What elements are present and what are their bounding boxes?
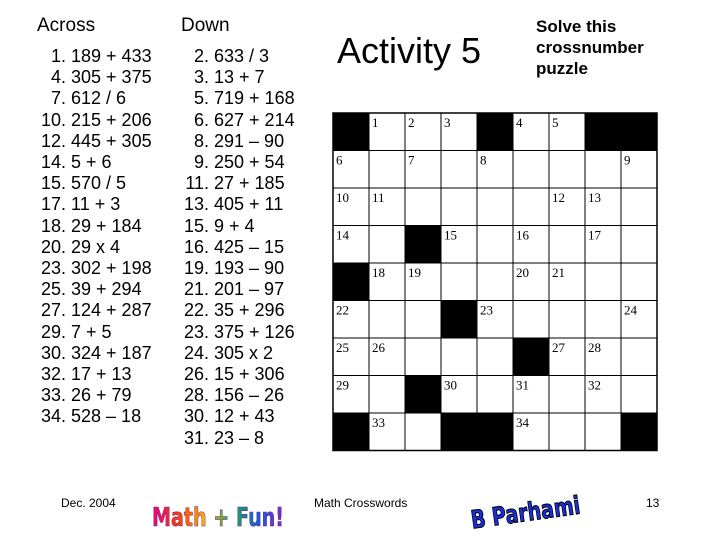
across-clue — [28, 237, 152, 258]
clue-text: 35 + 296 — [214, 300, 285, 321]
across-clue — [28, 364, 152, 385]
down-clue — [171, 131, 295, 152]
across-clue — [28, 216, 152, 237]
down-clue — [171, 152, 295, 173]
clue-text: 124 + 287 — [71, 300, 152, 321]
clue-text: 201 – 97 — [214, 279, 285, 300]
black-cell — [441, 301, 477, 339]
clue-number: 21. — [183, 279, 209, 300]
cell-number: 30 — [444, 377, 457, 393]
cell-number: 15 — [444, 227, 457, 243]
clue-number: 19. — [183, 258, 209, 279]
cell-number: 34 — [516, 415, 529, 430]
cell-number: 9 — [624, 152, 631, 168]
clue-text: 29 x 4 — [71, 236, 121, 257]
clue-text: 302 + 198 — [71, 258, 152, 279]
clue-text: 528 – 18 — [71, 406, 142, 427]
black-cell — [513, 338, 549, 376]
cell-number: 32 — [588, 377, 601, 393]
grid-cell[interactable] — [585, 301, 621, 339]
across-clue — [28, 131, 152, 152]
clue-number: 31. — [183, 427, 209, 448]
across-clue — [28, 343, 152, 364]
cell-number: 7 — [408, 152, 415, 168]
cell-number: 2 — [408, 115, 415, 130]
black-cell — [405, 376, 441, 414]
cell-number: 16 — [516, 227, 529, 243]
cell-number: 4 — [516, 115, 523, 130]
clue-text: 23 – 8 — [214, 427, 265, 448]
grid-cell[interactable] — [549, 301, 585, 339]
clue-number: 23. — [40, 258, 66, 279]
across-clue — [28, 173, 152, 194]
grid-cell[interactable] — [477, 188, 513, 226]
cell-number: 18 — [372, 265, 385, 280]
grid-cell[interactable] — [369, 226, 405, 264]
cell-number: 22 — [336, 302, 349, 318]
grid-cell[interactable] — [405, 413, 441, 451]
clue-text: 193 – 90 — [214, 258, 285, 279]
cell-number: 25 — [336, 340, 349, 355]
footer-date: Dec. 2004 — [61, 496, 116, 510]
clue-text: 250 + 54 — [214, 152, 285, 173]
clue-number: 3. — [193, 67, 209, 88]
clue-text: 12 + 43 — [214, 406, 275, 427]
clue-number: 13. — [183, 194, 209, 215]
across-clue — [28, 279, 152, 300]
down-clue — [171, 364, 295, 385]
parhami-logo-text: B Parhami — [469, 485, 616, 535]
clue-text: 627 + 214 — [214, 109, 295, 130]
grid-cell[interactable] — [405, 188, 441, 226]
cell-number: 33 — [372, 415, 385, 430]
grid-cell[interactable] — [513, 151, 549, 189]
down-clue — [171, 385, 295, 406]
clue-number: 6. — [193, 109, 209, 130]
clue-number: 18. — [40, 215, 66, 236]
clue-text: 11 + 3 — [71, 194, 121, 215]
cell-number: 13 — [588, 190, 601, 205]
grid-cell[interactable] — [621, 188, 657, 226]
cell-number: 17 — [588, 227, 601, 243]
clue-number: 26. — [183, 364, 209, 385]
clue-number: 17. — [40, 194, 66, 215]
clue-number: 5. — [193, 88, 209, 109]
down-clue — [171, 343, 295, 364]
grid-cell[interactable] — [621, 226, 657, 264]
across-clue — [28, 385, 152, 406]
down-clue — [171, 258, 295, 279]
clue-text: 26 + 79 — [71, 385, 132, 406]
clue-number: 12. — [40, 130, 66, 151]
clue-text: 324 + 187 — [71, 342, 152, 363]
clue-text: 7 + 5 — [71, 321, 112, 342]
grid-cell[interactable] — [369, 151, 405, 189]
cell-number: 1 — [372, 115, 379, 130]
cell-number: 24 — [624, 302, 637, 318]
clue-number: 20. — [40, 236, 66, 257]
grid-cell[interactable] — [441, 188, 477, 226]
clue-text: 445 + 305 — [71, 130, 152, 151]
black-cell — [477, 113, 513, 151]
grid-cell[interactable] — [549, 151, 585, 189]
black-cell — [441, 413, 477, 451]
grid-cell[interactable] — [405, 301, 441, 339]
clue-text: 375 + 126 — [214, 321, 295, 342]
cell-number: 11 — [372, 190, 385, 205]
clue-number: 15. — [40, 173, 66, 194]
across-clue — [28, 322, 152, 343]
clue-number: 29. — [40, 321, 66, 342]
clue-number: 10. — [40, 109, 66, 130]
grid-cell[interactable] — [477, 226, 513, 264]
grid-cell[interactable] — [441, 263, 477, 301]
down-clue — [171, 406, 295, 427]
cell-number: 26 — [372, 340, 385, 355]
clue-number: 22. — [183, 300, 209, 321]
grid-cell[interactable] — [441, 338, 477, 376]
black-cell — [333, 263, 369, 301]
clue-text: 719 + 168 — [214, 88, 295, 109]
across-clue — [28, 258, 152, 279]
cell-number: 10 — [336, 190, 349, 205]
black-cell — [333, 413, 369, 451]
clue-number: 16. — [183, 236, 209, 257]
down-clue — [171, 300, 295, 321]
clue-number: 24. — [183, 342, 209, 363]
cell-number: 29 — [336, 377, 349, 393]
clue-text: 156 – 26 — [214, 385, 285, 406]
clue-number: 33. — [40, 385, 66, 406]
clue-number: 11. — [185, 173, 209, 194]
across-clue — [28, 110, 152, 131]
clue-text: 305 + 375 — [71, 67, 152, 88]
grid-cell[interactable] — [621, 338, 657, 376]
clue-text: 15 + 306 — [214, 364, 285, 385]
grid-cell[interactable] — [585, 413, 621, 451]
parhami-logo — [466, 485, 616, 535]
cell-number: 27 — [552, 340, 565, 355]
clue-text: 17 + 13 — [71, 364, 132, 385]
math-fun-logo-text: Math + Fun! — [152, 503, 284, 533]
black-cell — [477, 413, 513, 451]
footer-center: Math Crosswords — [314, 496, 408, 510]
clue-number: 25. — [40, 279, 66, 300]
cell-number: 14 — [336, 227, 349, 243]
down-clue — [171, 88, 295, 109]
grid-cell[interactable] — [549, 226, 585, 264]
grid-cell[interactable] — [585, 263, 621, 301]
clue-text: 305 x 2 — [214, 342, 274, 363]
clue-number: 30. — [40, 342, 66, 363]
clue-text: 291 – 90 — [214, 130, 285, 151]
clue-number: 27. — [40, 300, 66, 321]
clue-text: 5 + 6 — [71, 152, 112, 173]
grid-cell[interactable] — [477, 263, 513, 301]
clue-number: 7. — [50, 88, 66, 109]
clue-text: 425 – 15 — [214, 236, 285, 257]
black-cell — [333, 113, 369, 151]
clue-number: 34. — [40, 406, 66, 427]
cell-number: 3 — [444, 115, 451, 130]
clue-number: 14. — [40, 152, 66, 173]
grid-cell[interactable] — [621, 376, 657, 414]
down-clue — [171, 173, 295, 194]
grid-cell[interactable] — [369, 301, 405, 339]
clue-number: 23. — [183, 321, 209, 342]
clue-number: 8. — [193, 130, 209, 151]
grid-cell[interactable] — [477, 376, 513, 414]
across-clue — [28, 406, 152, 427]
across-heading: Across — [37, 15, 96, 36]
clue-number: 9. — [193, 152, 209, 173]
grid-cell[interactable] — [549, 413, 585, 451]
clue-text: 612 / 6 — [71, 88, 127, 109]
crossnumber-grid — [332, 112, 657, 453]
across-clue — [28, 67, 152, 88]
across-clue — [28, 194, 152, 215]
black-cell — [621, 413, 657, 451]
activity-title: Activity 5 — [337, 30, 482, 71]
clue-text: 13 + 7 — [214, 67, 265, 88]
down-clue-list — [171, 46, 295, 449]
clue-text: 215 + 206 — [71, 109, 152, 130]
cell-number: 28 — [588, 340, 601, 355]
cell-number: 20 — [516, 265, 529, 280]
grid-cell[interactable] — [549, 376, 585, 414]
down-heading: Down — [181, 15, 230, 36]
across-clue — [28, 88, 152, 109]
clue-text: 405 + 11 — [214, 194, 284, 215]
down-clue — [171, 46, 295, 67]
grid-cell[interactable] — [513, 188, 549, 226]
clue-text: 570 / 5 — [71, 173, 127, 194]
page-number: 13 — [646, 496, 660, 510]
cell-number: 21 — [552, 265, 565, 280]
grid-cell[interactable] — [405, 338, 441, 376]
down-clue — [171, 428, 295, 449]
across-clue — [28, 300, 152, 321]
clue-text: 39 + 294 — [71, 279, 142, 300]
across-clue-list — [28, 46, 152, 428]
cell-number: 23 — [480, 302, 493, 318]
down-clue — [171, 216, 295, 237]
down-clue — [171, 279, 295, 300]
cell-number: 5 — [552, 115, 559, 130]
clue-number: 4. — [50, 67, 66, 88]
grid-cell[interactable] — [513, 301, 549, 339]
grid-cell[interactable] — [441, 151, 477, 189]
clue-text: 27 + 185 — [214, 173, 285, 194]
grid-cell[interactable] — [477, 338, 513, 376]
black-cell — [621, 113, 657, 151]
cell-number: 19 — [408, 265, 421, 280]
clue-number: 1. — [50, 46, 66, 66]
instructions — [536, 16, 644, 79]
instructions-line: puzzle — [536, 59, 588, 78]
black-cell — [405, 226, 441, 264]
cell-number: 31 — [516, 377, 529, 393]
cell-number: 8 — [480, 152, 487, 168]
grid-cell[interactable] — [621, 263, 657, 301]
instructions-line: crossnumber — [536, 38, 644, 57]
down-clue — [171, 237, 295, 258]
down-clue — [171, 322, 295, 343]
grid-cell[interactable] — [369, 376, 405, 414]
across-clue — [28, 46, 152, 67]
clue-number: 32. — [40, 364, 66, 385]
across-clue — [28, 152, 152, 173]
clue-text: 9 + 4 — [214, 215, 255, 236]
math-fun-logo — [148, 490, 288, 536]
grid-cell[interactable] — [585, 151, 621, 189]
cell-number: 12 — [552, 190, 565, 205]
instructions-line: Solve this — [536, 17, 617, 36]
black-cell — [585, 113, 621, 151]
clue-number: 30. — [183, 406, 209, 427]
cell-number: 6 — [336, 152, 343, 168]
down-clue — [171, 110, 295, 131]
clue-text: 189 + 433 — [71, 46, 152, 66]
clue-number: 2. — [193, 46, 209, 66]
clue-text: 633 / 3 — [214, 46, 270, 66]
clue-number: 28. — [183, 385, 209, 406]
down-clue — [171, 194, 295, 215]
clue-number: 15. — [183, 215, 209, 236]
down-clue — [171, 67, 295, 88]
clue-text: 29 + 184 — [71, 215, 142, 236]
